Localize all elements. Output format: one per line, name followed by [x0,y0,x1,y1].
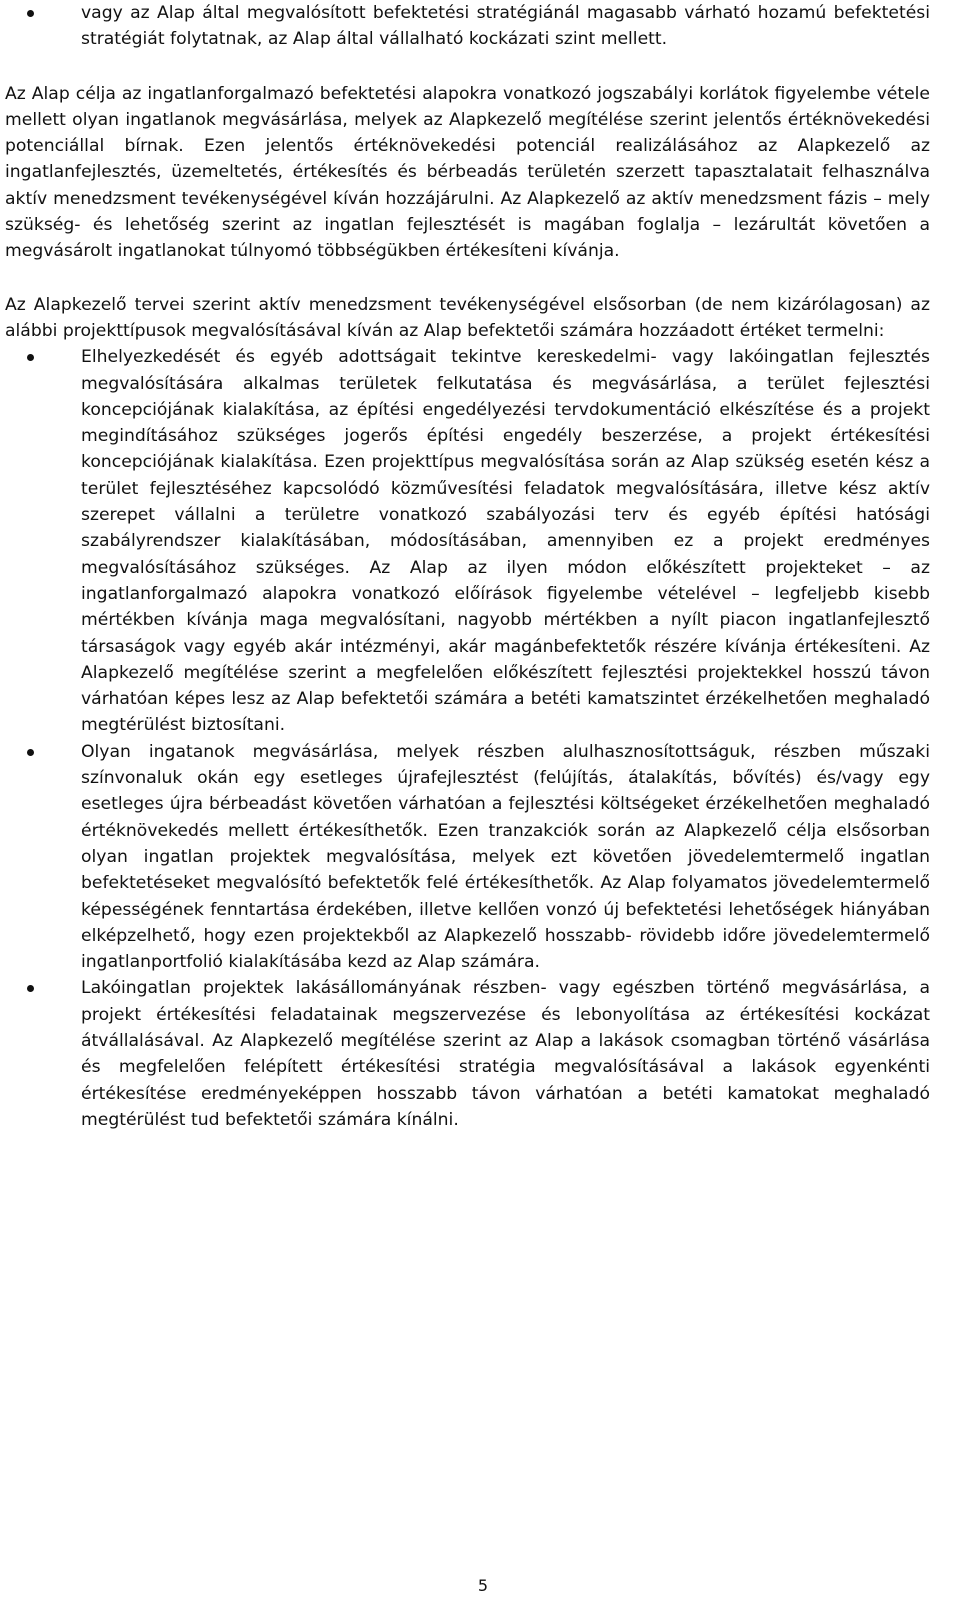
list-item [5,0,930,53]
bullet-text: vagy az Alap által megvalósított befektetési stratégiánál magasabb várható hozamú befektetési stratégiát folytatnak, az Alap által vállalható kockázati szint mellett. [81,3,930,50]
bullet-icon [27,985,34,992]
bullet-text: Elhelyezkedését és egyéb adottságait tekintve kereskedelmi- vagy lakóingatlan fejlesztés megvalósítására alkalmas területek felkutatása és megvásárlása, a terület fejlesztési koncepciójának kialakítása, az építési engedélyezési tervdokumentáció elkészítése és a projekt megindításához szükséges jogerős építési engedély beszerzése, a projekt értékesítési koncepciójának kialakítása. Ezen projekttípus megvalósítása során az Alap szükség esetén kész a terület fejlesztéséhez kapcsolódó közművesítési feladatok megvalósítására, illetve kész aktív szerepet vállalni a területre vonatkozó szabályozási terv és egyéb építési hatósági szabályrendszer kialakításában, módosításában, amennyiben ez a projekt eredményes megvalósításához szükséges. Az Alap az ilyen módon előkészített projekteket – az ingatlanforgalmazó alapokra vonatkozó előírások figyelembe vételével – legfeljebb kisebb mértékben kívánja maga megvalósítani, nagyobb mértékben a nyílt piacon ingatlanfejlesztő társaságok vagy egyéb akár intézményi, akár magánbefektetők részére kívánja értékesíteni. Az Alapkezelő megítélése szerint a megfelelően előkészített fejlesztési projektekkel hosszú távon várhatóan képes lesz az Alap befektetői számára a betéti kamatszintet érzékelhetően meghaladó megtérülést biztosítani. [81,347,930,736]
page-number: 5 [477,1576,489,1595]
list-item [5,739,930,976]
bullet-icon [27,749,34,756]
list-item [5,975,930,1133]
project-type-list [5,344,930,1133]
bullet-text: Olyan ingatanok megvásárlása, melyek részben alulhasznosítottságuk, részben műszaki színvonaluk okán egy esetleges újrafejlesztést (felújítás, átalakítás, bővítés) és/vagy egy esetleges újra bérbeadást követően várhatóan a fejlesztési költségeket érzékelhetően meghaladó értéknövekedés mellett értékesíthetők. Ezen tranzakciók során az Alapkezelő célja elsősorban olyan ingatlan projektek megvalósítása, melyek ezt követően jövedelemtermelő ingatlan befektetéseket megvalósító befektetők felé értékesíthetők. Az Alap folyamatos jövedelemtermelő képességének fenntartása érdekében, illetve kellően vonzó új befektetési lehetőségek hiányában elképzelhető, hogy ezen projektekből az Alapkezelő hosszabb- rövidebb időre jövedelemtermelő ingatlanportfolió kialakításába kezd az Alap számára. [81,741,930,973]
document-page [5,0,930,1133]
bullet-icon [27,354,34,361]
bullet-text: Lakóingatlan projektek lakásállományának részben- vagy egészben történő megvásárlása, a projekt értékesítési feladatainak megszervezése és lebonyolítása az értékesítési kockázat átvállalásával. Az Alapkezelő megítélése szerint az Alap a lakások csomagban történő vásárlása és megfelelően felépített értékesítési stratégia megvalósításával a lakások egyenkénti értékesítése eredményeképpen hosszabb távon várhatóan a betéti kamatokat meghaladó megtérülést tud befektetői számára kínálni. [81,978,930,1130]
paragraph-manager-plans: Az Alapkezelő tervei szerint aktív menedzsment tevékenységével elsősorban (de nem kizárólagosan) az alábbi projekttípusok megvalósításával kíván az Alap befektetői számára hozzáadott értéket termelni: [5,294,930,341]
bullet-icon [27,10,34,17]
paragraph-fund-goal: Az Alap célja az ingatlanforgalmazó befektetési alapokra vonatkozó jogszabályi korlátok figyelembe vétele mellett olyan ingatlanok megvásárlása, melyek az Alapkezelő megítélése szerint jelentős értéknövekedési potenciállal bírnak. Ezen jelentős értéknövekedési potenciál realizálásához az Alapkezelő az ingatlanfejlesztés, üzemeltetés, értékesítés és bérbeadás területén szerzett tapasztalatait felhasználva aktív menedzsment tevékenységével kíván hozzájárulni. Az Alapkezelő az aktív menedzsment fázis – mely szükség- és lehetőség szerint az ingatlan fejlesztését is magában foglalja – lezárultát követően a megvásárolt ingatlanokat túlnyomó többségükben értékesíteni kívánja. [5,83,930,262]
top-bullet-list [5,0,930,53]
list-item [5,344,930,738]
